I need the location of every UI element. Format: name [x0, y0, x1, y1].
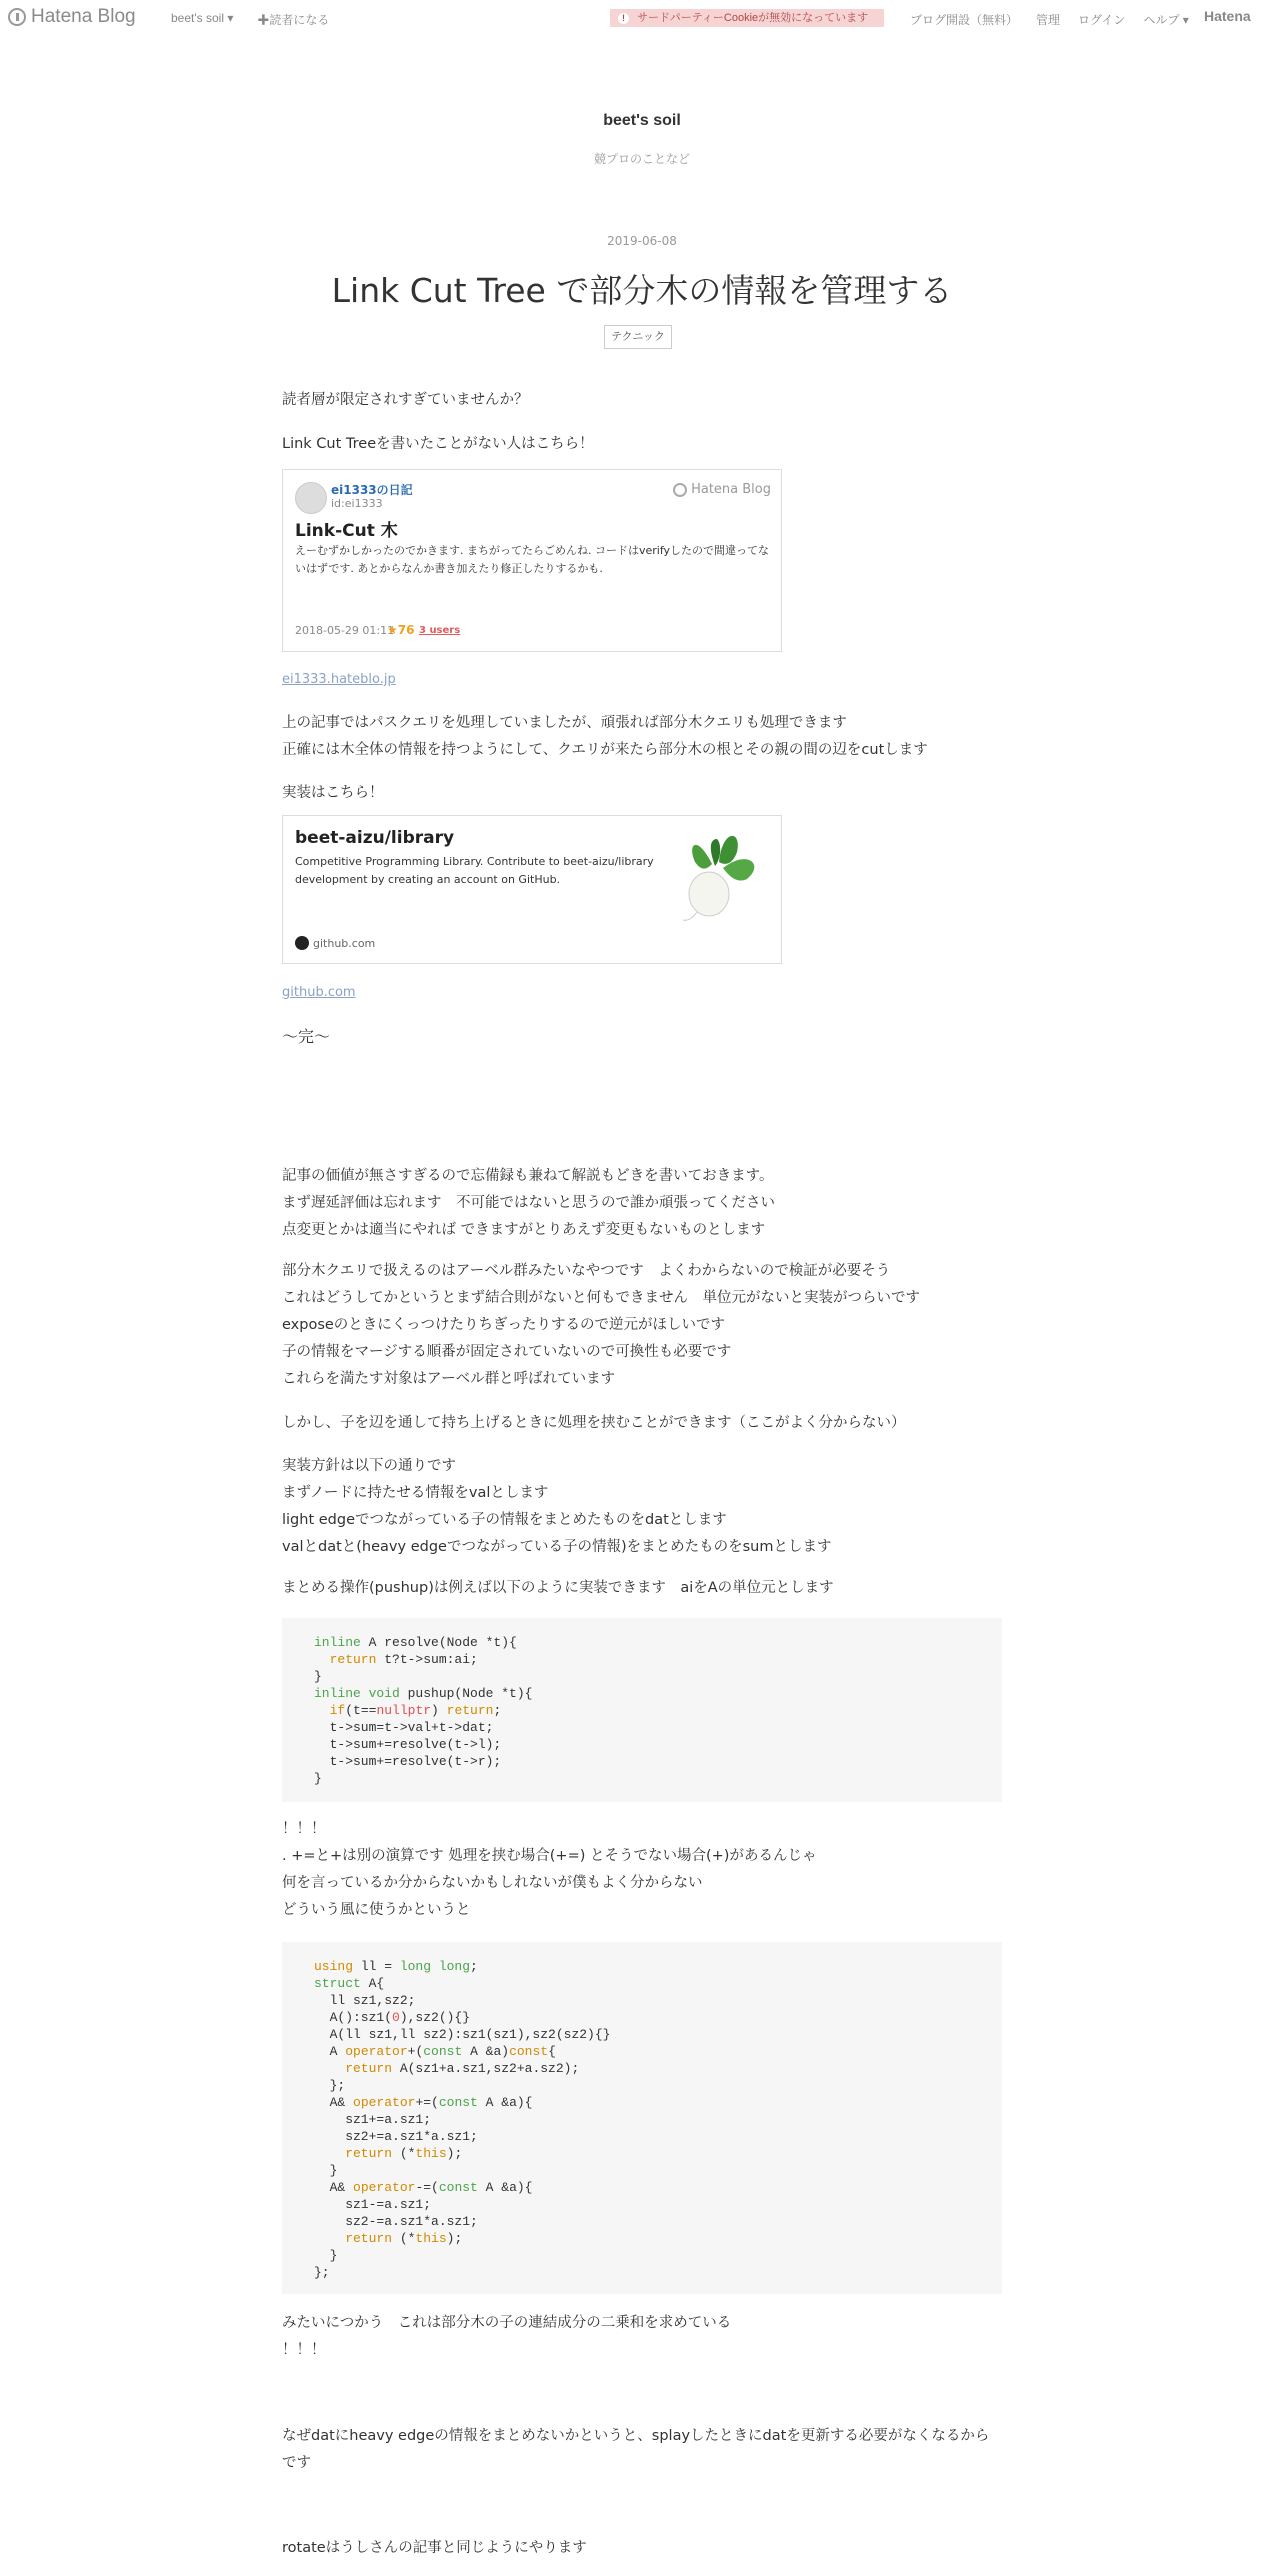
paragraph: しかし、子を辺を通して持ち上げるときに処理を挟むことができます（ここがよく分からない） — [282, 1415, 906, 1431]
paragraph: 読者層が限定されすぎていませんか？ — [282, 392, 529, 408]
embed-source-link[interactable]: github.com — [282, 985, 356, 1000]
paragraph: 記事の価値が無さすぎるので忘備録も兼ねて解説もどきを書いておきます。 まず遅延評価は忘れます 不可能ではないと思うので誰か頑張ってください 点変更とかは適当にやれば できますがとりあえず変更もないものとします — [282, 1168, 775, 1238]
code-block: using ll = long long; struct A{ ll sz1,sz2; A():sz1(0),sz2(){} A(ll sz1,ll sz2):sz1(sz1),sz2(sz2){} A operator+(const A &a)const{ return A(sz1+a.sz1,sz2+a.sz2); }; A& operator+=(const A &a){ sz1+=a.sz1; sz2+=a.sz1*a.sz1; return (*this); } A& operator-=(const A &a){ sz1-=a.sz1; sz2-=a.sz1*a.sz1; return (*this); } }; — [282, 1942, 1002, 2294]
paragraph: 実装はこちら！ — [282, 785, 384, 801]
admin-link[interactable]: 管理 — [1036, 13, 1061, 27]
blog-embed-card[interactable] — [282, 469, 782, 652]
card-author-id: id:ei1333 — [331, 497, 383, 510]
github-source: github.com — [295, 936, 375, 950]
card-title[interactable]: Link-Cut 木 — [295, 521, 398, 541]
hatena-brand-link[interactable]: Hatena — [1204, 8, 1251, 24]
login-link[interactable]: ログイン — [1078, 13, 1126, 27]
paragraph: rotateはうしさんの記事と同じようにやります — [282, 2540, 587, 2556]
paragraph: 実装方針は以下の通りです まずノードに持たせる情報をvalとします light edgeでつながっている子の情報をまとめたものをdatとします valとdatと(heavy edgeでつながっている子の情報)をまとめたものをsumとします — [282, 1458, 832, 1555]
star-count: ★76 — [387, 623, 415, 637]
author-avatar — [295, 482, 327, 514]
paragraph: 部分木クエリで扱えるのはアーベル群みたいなやつです よくわからないので検証が必要そう これはどうしてかというとまず結合則がないと何もできません 単位元がないと実装がつらいです exposeのときにくっつけたりちぎったりするので逆元がほしいです 子の情報をマージする順番が固定されていないので可換性も必要です これらを満たす対象はアーベル群と呼ばれています — [282, 1263, 920, 1387]
cookie-warning-badge[interactable] — [610, 9, 884, 27]
blog-menu-dropdown[interactable]: beet's soil ▾ — [171, 11, 234, 25]
help-dropdown[interactable]: ヘルプ ▾ — [1143, 13, 1189, 27]
subscribe-button[interactable]: ✚読者になる — [257, 13, 330, 27]
github-embed-card[interactable] — [282, 815, 782, 964]
embed-source-link[interactable]: ei1333.hateblo.jp — [282, 672, 396, 687]
bookmark-users-link[interactable]: 3 users — [419, 625, 461, 636]
card-description: Competitive Programming Library. Contribute to beet-aizu/library development by creating an account on GitHub. — [295, 855, 654, 886]
paragraph: みたいにつかう これは部分木の子の連結成分の二乗和を求めている ！！！ — [282, 2315, 732, 2358]
category-tag[interactable]: テクニック — [604, 325, 672, 349]
card-brand: Hatena Blog — [673, 482, 771, 497]
beet-thumbnail-icon — [667, 824, 767, 924]
open-blog-link[interactable]: ブログ開設（無料） — [910, 13, 1019, 27]
blog-title[interactable]: beet's soil — [603, 112, 681, 129]
blog-nav — [171, 11, 329, 28]
global-header — [0, 0, 1284, 38]
entry-title[interactable]: Link Cut Tree で部分木の情報を管理する — [331, 271, 953, 310]
warning-icon: ! — [618, 13, 629, 24]
account-nav — [910, 11, 1189, 28]
paragraph: まとめる操作(pushup)は例えば以下のように実装できます aiをAの単位元とします — [282, 1580, 834, 1596]
hatena-logo-icon — [8, 8, 26, 26]
entry-date[interactable]: 2019-06-08 — [607, 234, 677, 248]
paragraph: Link Cut Treeを書いたことがない人はこちら！ — [282, 436, 594, 452]
cookie-warning-text: サードパーティーCookieが無効になっています — [637, 12, 869, 24]
card-description: えーむずかしかったのでかきます. まちがってたらごめんね. コードはverifyしたので間違ってないはずです. あとからなんか書き加えたり修正したりするかも. — [295, 544, 770, 575]
paragraph: 〜完〜 — [282, 1027, 331, 1046]
paragraph: 上の記事ではパスクエリを処理していましたが、頑張れば部分木クエリも処理できます 正確には木全体の情報を持つようにして、クエリが来たら部分木の根とその親の間の辺をcutします — [282, 715, 928, 758]
card-author-name[interactable]: ei1333の日記 — [331, 483, 413, 497]
hatena-blog-logo[interactable] — [8, 6, 136, 28]
code-block: inline A resolve(Node *t){ return t?t->sum:ai; } inline void pushup(Node *t){ if(t==nullptr) return; t->sum=t->val+t->dat; t->sum+=resolve(t->l); t->sum+=resolve(t->r); } — [282, 1618, 1002, 1802]
paragraph: なぜdatにheavy edgeの情報をまとめないかというと、splayしたときにdatを更新する必要がなくなるからです — [282, 2428, 990, 2471]
paragraph: ！！！ . +=と+は別の演算です 処理を挟む場合(+=) とそうでない場合(+)があるんじゃ 何を言っているか分からないかもしれないが僕もよく分からない どういう風に使うかというと — [282, 1821, 817, 1918]
github-icon — [295, 936, 309, 950]
logo-text: Hatena Blog — [31, 6, 136, 27]
card-title[interactable]: beet-aizu/library — [295, 828, 455, 848]
blog-subtitle: 競プロのことなど — [593, 152, 690, 166]
hatena-logo-icon — [673, 483, 687, 497]
card-date: 2018-05-29 01:11 — [295, 624, 395, 637]
